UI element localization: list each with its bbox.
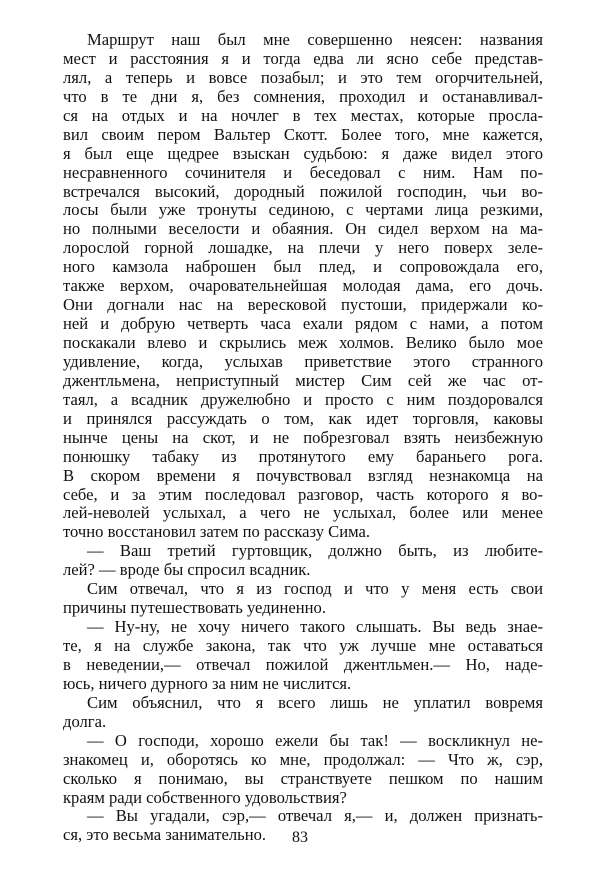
- text-line: поскакали влево и скрылись меж холмов. Велико было мое: [63, 333, 543, 352]
- text-line: Они догнали нас на вересковой пустоши, придержали ко-: [63, 295, 543, 315]
- text-line: несравненного сочинителя и беседовал с ним. Нам по-: [63, 162, 543, 182]
- text-line: ся, это весьма занимательно.: [63, 825, 267, 845]
- text-line: ней и добрую четверть часа ехали рядом с нами, а потом: [63, 314, 543, 334]
- text-line: что в те дни я, без сомнения, проходил и останавливал-: [63, 86, 543, 106]
- text-line: встречался высокий, дородный пожилой господин, чьи во-: [63, 181, 543, 201]
- text-line: долга.: [63, 711, 107, 731]
- text-line: — Вы угадали, сэр,— отвечал я,— и, должен признать-: [87, 806, 543, 826]
- text-line: понюшку табаку из протянутого ему бараньего рога.: [63, 446, 543, 466]
- text-line: те, я на службе закона, так что уж лучше мне оставаться: [63, 636, 543, 655]
- text-line: ного камзола наброшен был плед, и сопровождала его,: [63, 257, 543, 277]
- text-line: Сим отвечал, что я из господ и что у меня есть свои: [87, 579, 543, 599]
- paragraph: [63, 618, 543, 694]
- text-line: таял, а всадник дружелюбно и просто с ним поздоровался: [63, 389, 543, 409]
- text-line: краям ради собственного удовольствия?: [63, 787, 347, 807]
- text-line: вил своим пером Вальтер Скотт. Более того, мне кажется,: [63, 124, 543, 144]
- text-line: Маршрут наш был мне совершенно неясен: названия: [87, 30, 543, 49]
- text-line: точно восстановил затем по рассказу Сима.: [63, 522, 371, 542]
- page-body: [63, 31, 543, 845]
- text-line: ся на отдых и на ночлег в тех местах, которые просла-: [63, 105, 543, 125]
- text-line: — О господи, хорошо ежели бы так! — воскликнул не-: [87, 730, 543, 750]
- text-line: себе, и за этим последовал разговор, часть которого я во-: [63, 484, 543, 504]
- text-line: причины путешествовать уединенно.: [63, 598, 326, 618]
- text-line: я был еще щедрее взыскан судьбою: я даже видел этого: [63, 143, 543, 163]
- paragraph: [63, 580, 543, 618]
- text-line: сколько я понимаю, вы странствуете пешком по нашим: [63, 768, 543, 788]
- text-line: — Ваш третий гуртовщик, должно быть, из любите-: [87, 541, 543, 561]
- paragraph: [63, 694, 543, 732]
- paragraph: [63, 542, 543, 580]
- text-line: юсь, ничего дурного за ним не числится.: [63, 673, 352, 693]
- page-number: 83: [292, 829, 308, 846]
- text-line: джентльмена, неприступный мистер Сим сей же час от-: [63, 370, 543, 390]
- text-line: лосы были уже тронуты сединою, с чертами лица резкими,: [63, 200, 543, 220]
- paragraph: [63, 31, 543, 542]
- text-line: лорослой горной лошадке, на плечи у него поверх зеле-: [63, 238, 543, 258]
- text-line: удивление, когда, услыхав приветствие этого странного: [63, 351, 543, 371]
- paragraph: [63, 732, 543, 808]
- text-line: — Ну-ну, не хочу ничего такого слышать. Вы ведь знае-: [87, 617, 543, 637]
- text-line: Сим объяснил, что я всего лишь не уплатил вовремя: [87, 692, 543, 712]
- text-line: мест и расстояния я и тогда едва ли ясно себе представ-: [63, 48, 543, 68]
- text-line: но полными веселости и обаяния. Он сидел верхом на ма-: [63, 219, 543, 239]
- text-line: лей-неволей услыхал, а чего не услыхал, более или менее: [63, 503, 543, 523]
- text-line: в неведении,— отвечал пожилой джентльмен.— Но, наде-: [63, 654, 543, 674]
- text-line: также верхом, очаровательнейшая молодая дама, его дочь.: [63, 276, 543, 296]
- text-line: знакомец и, оборотясь ко мне, продолжал: — Что ж, сэр,: [63, 749, 543, 769]
- text-block: [63, 31, 543, 845]
- text-line: лей? — вроде бы спросил всадник.: [63, 560, 311, 580]
- text-line: и принялся рассуждать о том, как идет торговля, каковы: [63, 408, 543, 428]
- text-line: нынче цены на скот, и не побрезговал взять неизбежную: [63, 427, 543, 447]
- text-line: лял, а теперь и вовсе позабыл; и это тем огорчительней,: [63, 67, 543, 87]
- text-line: В скором времени я почувствовал взгляд незнакомца на: [63, 465, 543, 485]
